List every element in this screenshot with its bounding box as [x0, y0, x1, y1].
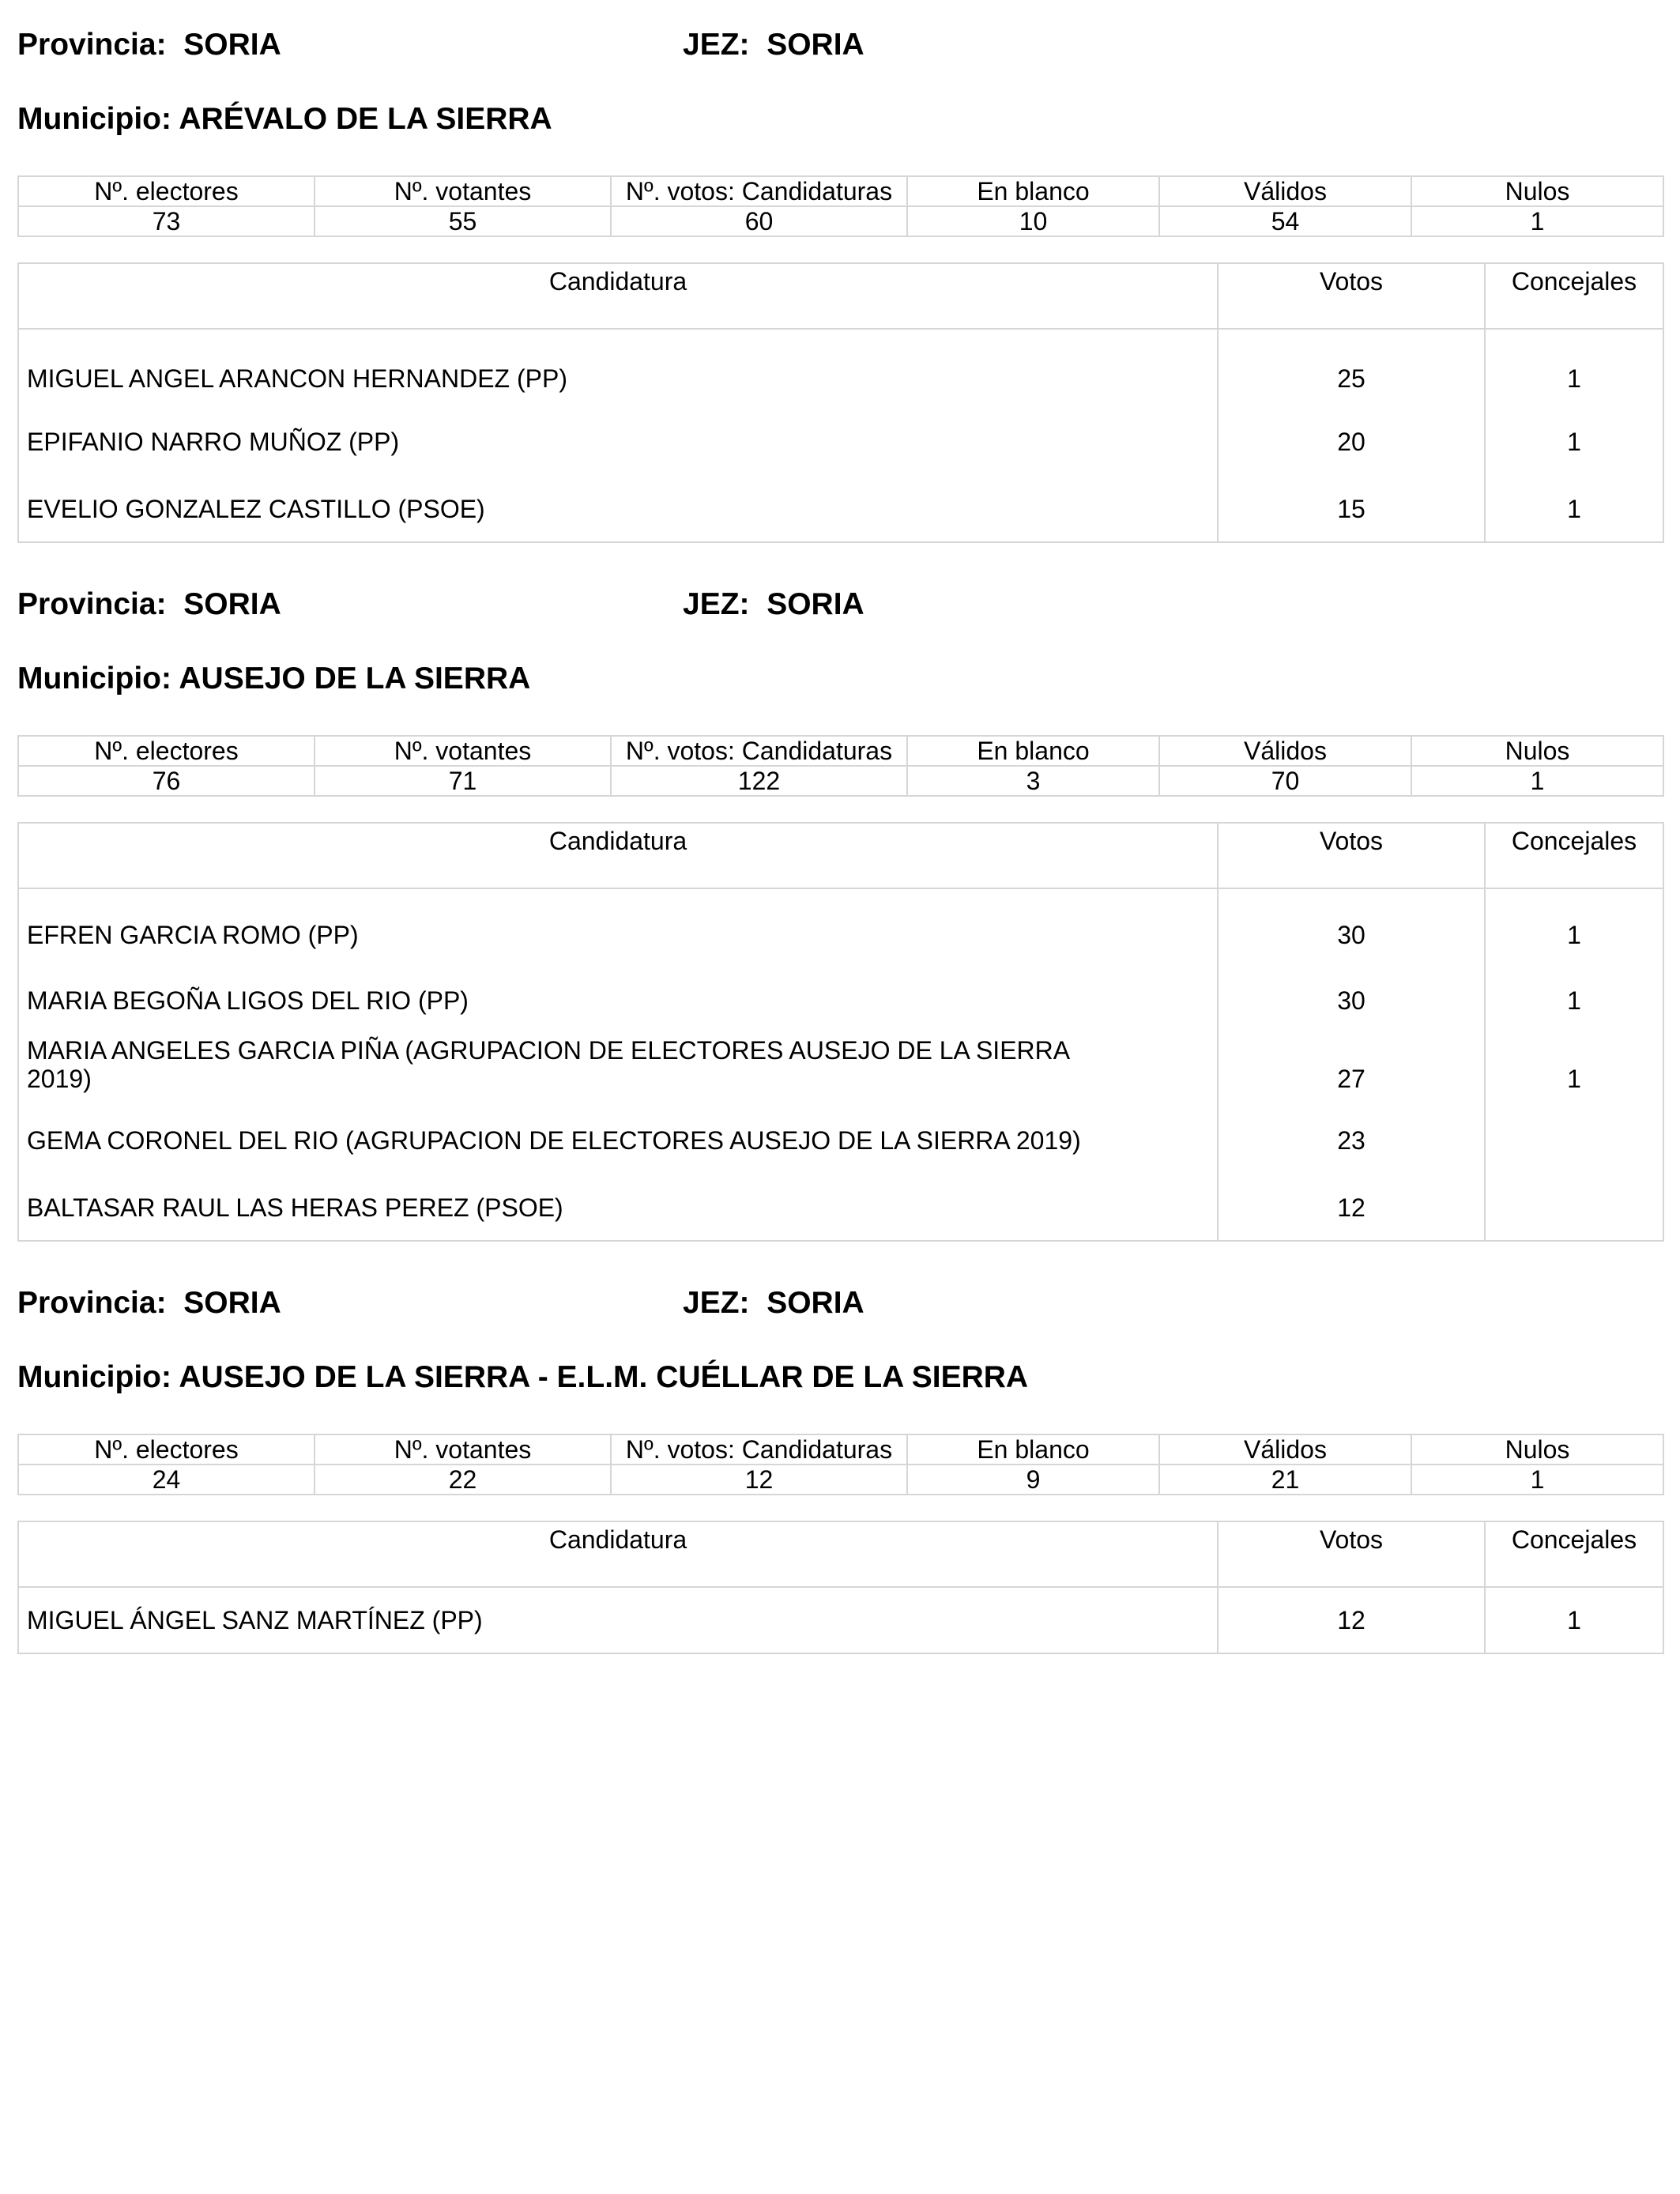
candidate-votos: 23 — [1218, 1106, 1485, 1174]
candidate-votos: 15 — [1218, 476, 1485, 542]
stats-table — [17, 735, 1664, 797]
header-concejales: Concejales — [1485, 263, 1663, 329]
municipio-line — [17, 659, 530, 699]
candidate-name: MARIA ANGELES GARCIA PIÑA (AGRUPACION DE ELECTORES AUSEJO DE LA SIERRA 2019) — [18, 1023, 1218, 1106]
candidate-name: EVELIO GONZALEZ CASTILLO (PSOE) — [18, 476, 1218, 542]
jez-value: SORIA — [767, 1286, 864, 1320]
provincia-line — [17, 585, 650, 624]
municipio-label: Municipio: — [17, 1360, 171, 1394]
stats-header-votos-candidaturas: Nº. votos: Candidaturas — [611, 176, 907, 206]
candidates-header-row — [18, 823, 1663, 888]
stats-validos: 54 — [1159, 206, 1411, 236]
candidate-name: MIGUEL ÁNGEL SANZ MARTÍNEZ (PP) — [18, 1587, 1218, 1653]
jez-value: SORIA — [767, 28, 864, 62]
jez-value: SORIA — [767, 587, 864, 621]
stats-value-row — [18, 1465, 1663, 1495]
candidate-concejales: 1 — [1567, 1065, 1581, 1093]
candidate-name: EFREN GARCIA ROMO (PP) — [18, 888, 1218, 964]
header-candidatura: Candidatura — [18, 823, 1218, 888]
municipio-label: Municipio: — [17, 662, 171, 696]
jez-line — [683, 585, 864, 624]
provincia-line — [17, 1284, 650, 1323]
municipio-value: ARÉVALO DE LA SIERRA — [179, 102, 552, 136]
candidate-row — [18, 476, 1663, 542]
candidate-name: BALTASAR RAUL LAS HERAS PEREZ (PSOE) — [18, 1174, 1218, 1241]
header-votos: Votos — [1218, 1521, 1485, 1587]
stats-header-en-blanco: En blanco — [907, 736, 1159, 766]
provincia-value: SORIA — [183, 1286, 281, 1320]
header-concejales: Concejales — [1485, 1521, 1663, 1587]
candidate-votos: 20 — [1218, 408, 1485, 476]
candidate-concejales: 1 — [1567, 364, 1581, 393]
candidate-row — [18, 329, 1663, 408]
stats-votantes: 22 — [315, 1465, 611, 1495]
candidate-row — [18, 1023, 1663, 1106]
provincia-label: Provincia: — [17, 1286, 167, 1320]
municipio-line — [17, 1358, 1028, 1397]
stats-votos-candidaturas: 60 — [611, 206, 907, 236]
stats-electores: 73 — [18, 206, 315, 236]
jez-line — [683, 25, 864, 65]
candidate-row — [18, 964, 1663, 1023]
stats-header-electores: Nº. electores — [18, 736, 315, 766]
stats-header-votantes: Nº. votantes — [315, 176, 611, 206]
stats-votos-candidaturas: 12 — [611, 1465, 907, 1495]
stats-header-validos: Válidos — [1159, 1434, 1411, 1465]
municipio-label: Municipio: — [17, 102, 171, 136]
stats-votantes: 55 — [315, 206, 611, 236]
stats-table — [17, 175, 1664, 237]
stats-header-row — [18, 176, 1663, 206]
stats-validos: 21 — [1159, 1465, 1411, 1495]
stats-nulos: 1 — [1411, 206, 1663, 236]
stats-header-votantes: Nº. votantes — [315, 1434, 611, 1465]
header-candidatura: Candidatura — [18, 263, 1218, 329]
stats-value-row — [18, 766, 1663, 796]
candidates-table — [17, 1521, 1664, 1654]
stats-header-nulos: Nulos — [1411, 736, 1663, 766]
stats-header-row — [18, 736, 1663, 766]
stats-electores: 76 — [18, 766, 315, 796]
candidate-concejales: 1 — [1567, 1606, 1581, 1634]
stats-header-en-blanco: En blanco — [907, 1434, 1159, 1465]
stats-header-votos-candidaturas: Nº. votos: Candidaturas — [611, 1434, 907, 1465]
candidate-votos: 27 — [1218, 1023, 1485, 1106]
stats-nulos: 1 — [1411, 1465, 1663, 1495]
candidate-votos: 25 — [1218, 329, 1485, 408]
candidate-name: GEMA CORONEL DEL RIO (AGRUPACION DE ELECTORES AUSEJO DE LA SIERRA 2019) — [18, 1106, 1218, 1174]
jez-label: JEZ: — [683, 1286, 750, 1320]
stats-table — [17, 1434, 1664, 1495]
stats-nulos: 1 — [1411, 766, 1663, 796]
stats-header-votos-candidaturas: Nº. votos: Candidaturas — [611, 736, 907, 766]
stats-value-row — [18, 206, 1663, 236]
provincia-value: SORIA — [183, 587, 281, 621]
stats-header-row — [18, 1434, 1663, 1465]
candidates-table — [17, 822, 1664, 1242]
candidates-header-row — [18, 1521, 1663, 1587]
header-concejales: Concejales — [1485, 823, 1663, 888]
stats-en-blanco: 10 — [907, 206, 1159, 236]
provincia-label: Provincia: — [17, 587, 167, 621]
candidate-concejales: 1 — [1567, 494, 1581, 523]
stats-votos-candidaturas: 122 — [611, 766, 907, 796]
jez-label: JEZ: — [683, 28, 750, 62]
stats-header-votantes: Nº. votantes — [315, 736, 611, 766]
jez-line — [683, 1284, 864, 1323]
candidate-row — [18, 408, 1663, 476]
stats-header-validos: Válidos — [1159, 176, 1411, 206]
candidate-votos: 12 — [1218, 1587, 1485, 1653]
candidate-votos: 30 — [1218, 964, 1485, 1023]
stats-header-nulos: Nulos — [1411, 1434, 1663, 1465]
municipio-value: AUSEJO DE LA SIERRA — [179, 662, 531, 696]
candidate-concejales: 1 — [1567, 986, 1581, 1015]
candidate-concejales — [1485, 1174, 1663, 1241]
header-votos: Votos — [1218, 263, 1485, 329]
candidate-row — [18, 888, 1663, 964]
stats-header-nulos: Nulos — [1411, 176, 1663, 206]
candidate-concejales — [1485, 1106, 1663, 1174]
candidate-name: MARIA BEGOÑA LIGOS DEL RIO (PP) — [18, 964, 1218, 1023]
stats-header-electores: Nº. electores — [18, 1434, 315, 1465]
candidate-name: MIGUEL ANGEL ARANCON HERNANDEZ (PP) — [18, 329, 1218, 408]
provincia-value: SORIA — [183, 28, 281, 62]
provincia-label: Provincia: — [17, 28, 167, 62]
provincia-line — [17, 25, 650, 65]
municipio-line — [17, 100, 552, 139]
stats-en-blanco: 9 — [907, 1465, 1159, 1495]
municipio-value: AUSEJO DE LA SIERRA - E.L.M. CUÉLLAR DE LA SIERRA — [179, 1360, 1029, 1394]
candidate-votos: 30 — [1218, 888, 1485, 964]
header-candidatura: Candidatura — [18, 1521, 1218, 1587]
stats-header-en-blanco: En blanco — [907, 176, 1159, 206]
candidate-row — [18, 1587, 1663, 1653]
stats-votantes: 71 — [315, 766, 611, 796]
candidate-row — [18, 1106, 1663, 1174]
candidates-header-row — [18, 263, 1663, 329]
header-votos: Votos — [1218, 823, 1485, 888]
jez-label: JEZ: — [683, 587, 750, 621]
stats-validos: 70 — [1159, 766, 1411, 796]
candidate-concejales: 1 — [1567, 428, 1581, 456]
candidate-row — [18, 1174, 1663, 1241]
stats-electores: 24 — [18, 1465, 315, 1495]
stats-header-validos: Válidos — [1159, 736, 1411, 766]
candidates-table — [17, 262, 1664, 543]
stats-en-blanco: 3 — [907, 766, 1159, 796]
candidate-votos: 12 — [1218, 1174, 1485, 1241]
stats-header-electores: Nº. electores — [18, 176, 315, 206]
candidate-concejales: 1 — [1567, 920, 1581, 949]
candidate-name: EPIFANIO NARRO MUÑOZ (PP) — [18, 408, 1218, 476]
